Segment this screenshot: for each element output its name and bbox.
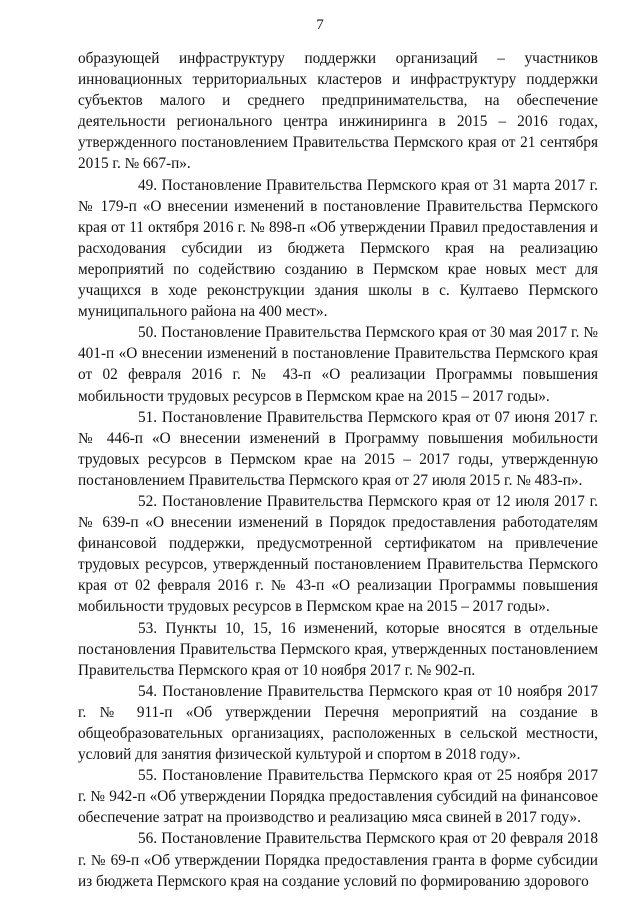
paragraph-item-52: 52. Постановление Правительства Пермского края от 12 июля 2017 г. № 639-п «О внесении изменений в Порядок предоставления работодателям финансовой поддержки, предусмотренной сертификатом на привлечение трудовых ресурсов, утвержденный постановлением Правительства Пермского края от 02 февраля 2016 г. № 43-п «О реализации Программы повышения мобильности трудовых ресурсов в Пермском крае на 2015 – 2017 годы». xyxy=(78,492,598,616)
paragraph-item-49: 49. Постановление Правительства Пермского края от 31 марта 2017 г. № 179-п «О внесении изменений в постановление Правительства Пермского края от 11 октября 2016 г. № 898-п «Об утверждении Правил предоставления и расходования субсидии из бюджета Пермского края на реализацию мероприятий по содействию созданию в Пермском крае новых мест для учащихся в ходе реконструкции здания школы в с. Култаево Пермского муниципального района на 400 мест». xyxy=(78,176,598,321)
paragraph-item-50: 50. Постановление Правительства Пермского края от 30 мая 2017 г. № 401-п «О внесении изменений в постановление Правительства Пермского края от 02 февраля 2016 г. № 43-п «О реализации Программы повышения мобильности трудовых ресурсов в Пермском крае на 2015 – 2017 годы». xyxy=(78,324,598,405)
paragraph-item-54: 54. Постановление Правительства Пермского края от 10 ноября 2017 г. № 911-п «Об утверждении Перечня мероприятий на создание в общеобразовательных организациях, расположенных в сельской местности, условий для занятия физической культурой и спортом в 2018 году». xyxy=(78,682,598,764)
paragraph-item-56: 56. Постановление Правительства Пермского края от 20 февраля 2018 г. № 69-п «Об утверждении Порядка предоставления гранта в форме субсидии из бюджета Пермского края на создание условий по формированию здорового xyxy=(78,830,598,890)
paragraph-item-53: 53. Пункты 10, 15, 16 изменений, которые вносятся в отдельные постановления Правительства Пермского края, утвержденных постановлением Правительства Пермского края от 10 ноября 2017 г. № 902-п. xyxy=(78,619,598,679)
paragraph-item-51: 51. Постановление Правительства Пермского края от 07 июня 2017 г. № 446-п «О внесении изменений в Программу повышения мобильности трудовых ресурсов в Пермском крае на 2015 – 2017 годы, утвержденную постановлением Правительства Пермского края от 27 июля 2015 г. № 483-п». xyxy=(78,408,598,489)
paragraph-item-55: 55. Постановление Правительства Пермского края от 25 ноября 2017 г. № 942-п «Об утверждении Порядка предоставления субсидий на финансовое обеспечение затрат на производство и реализацию мяса свиней в 2017 году». xyxy=(78,767,598,827)
paragraph-continuation: образующей инфраструктуру поддержки организаций – участников инновационных территориальных кластеров и инфраструктуру поддержки субъектов малого и среднего предпринимательства, на обеспечение деятельности регионального центра инжиниринга в 2015 – 2016 годах, утвержденного постановлением Правительства Пермского края от 21 сентября 2015 г. № 667-п». xyxy=(78,50,598,173)
document-body xyxy=(78,48,598,892)
page-number: 7 xyxy=(316,17,324,33)
